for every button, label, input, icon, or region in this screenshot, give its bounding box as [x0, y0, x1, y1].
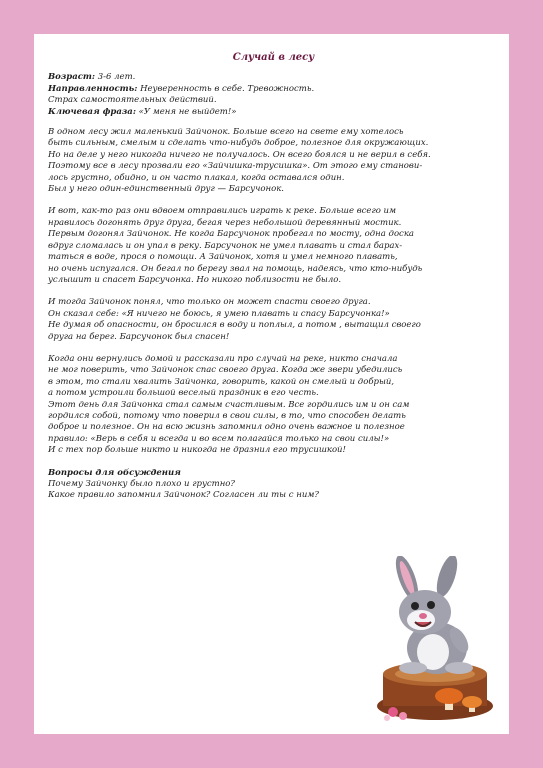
story-line: таться в воде, прося о помощи. А Зайчонок, хотя и умел немного плавать,: [48, 252, 398, 263]
story-line: правило: «Верь в себя и всегда и во всем полагайся только на свои силы!»: [48, 433, 390, 444]
story-body: [48, 127, 499, 457]
question-item: Какое правило запомнил Зайчонок? Согласен ли ты с ним?: [48, 490, 319, 501]
story-line: но очень испугался. Он бегал по берегу звал на помощь, надеясь, что кто-нибудь: [48, 263, 423, 274]
question-item: Почему Зайчонку было плохо и грустно?: [48, 479, 235, 489]
story-line: услышит и спасет Барсучонка. Но никого поблизости не было.: [48, 274, 342, 285]
story-line: В одном лесу жил маленький Зайчонок. Больше всего на свете ему хотелось: [48, 127, 404, 138]
age-label: Возраст:: [48, 72, 96, 83]
age-line: [48, 72, 499, 83]
story-line: Поэтому все в лесу прозвали его «Зайчишка-трусишка». От этого ему станови-: [48, 161, 423, 172]
story-line: быть сильным, смелым и сделать что-нибудь доброе, полезное для окружающих.: [48, 138, 429, 149]
story-line: Он сказал себе: «Я ничего не боюсь, я умею плавать и спасу Барсучонка!»: [48, 308, 390, 319]
story-paragraph-3: [48, 297, 499, 343]
phrase-value: «У меня не выйдет!»: [138, 106, 237, 117]
story-line: а потом устроили большой веселый праздник в его честь.: [48, 388, 319, 399]
story-line: гордился собой, потому что поверил в свои силы, в то, что способен делать: [48, 410, 406, 421]
story-line: И с тех пор больше никто и никогда не дразнил его трусишкой!: [48, 445, 346, 456]
story-paragraph-4: [48, 354, 499, 457]
document-page: [34, 34, 509, 734]
story-meta: [48, 72, 499, 118]
story-line: доброе и полезное. Он на всю жизнь запомнил одно очень важное и полезное: [48, 422, 405, 433]
age-value: 3-6 лет.: [97, 72, 136, 83]
bunny-illustration: [363, 556, 503, 726]
story-title: Случай в лесу: [232, 52, 315, 63]
questions-title: Вопросы для обсуждения: [48, 467, 181, 478]
story-line: Этот день для Зайчонка стал самым счастливым. Все гордились им и он сам: [48, 399, 410, 410]
discussion-questions: [48, 468, 499, 502]
story-line: в этом, то стали хвалить Зайчонка, говорить, какой он смелый и добрый,: [48, 376, 395, 387]
story-line: лось грустно, обидно, и он часто плакал, когда оставался один.: [48, 172, 345, 183]
direction-label: Направленность:: [48, 83, 138, 94]
story-line: И тогда Зайчонок понял, что только он может спасти своего друга.: [48, 297, 371, 308]
story-line: Когда они вернулись домой и рассказали про случай на реке, никто сначала: [48, 353, 398, 364]
story-line: не мог поверить, что Зайчонок спас своего друга. Когда же звери убедились: [48, 365, 403, 376]
story-line: Но на деле у него никогда ничего не получалось. Он всего боялся и не верил в себя.: [48, 149, 431, 160]
story-line: Первым догонял Зайчонок. Не когда Барсучонок пробегал по мосту, одна доска: [48, 229, 414, 240]
direction-value: Неуверенность в себе. Тревожность.: [140, 83, 315, 94]
story-line: Не думая об опасности, он бросился в воду и поплыл, а потом , вытащил своего: [48, 320, 421, 331]
phrase-label: Ключевая фраза:: [48, 106, 136, 117]
direction-line-2: Страх самостоятельных действий.: [48, 95, 217, 106]
story-line: И вот, как-то раз они вдвоем отправились играть к реке. Больше всего им: [48, 206, 397, 217]
story-line: Был у него один-единственный друг — Барсучонок.: [48, 184, 284, 195]
story-paragraph-2: [48, 206, 499, 286]
story-line: нравилось догонять друг друга, бегая через небольшой деревянный мостик.: [48, 217, 402, 228]
direction-line: [48, 84, 499, 95]
phrase-line: [48, 107, 499, 118]
story-paragraph-1: [48, 127, 499, 195]
story-line: вдруг сломалась и он упал в реку. Барсучонок не умел плавать и стал барах-: [48, 240, 403, 251]
story-line: друга на берег. Барсучонок был спасен!: [48, 331, 230, 342]
